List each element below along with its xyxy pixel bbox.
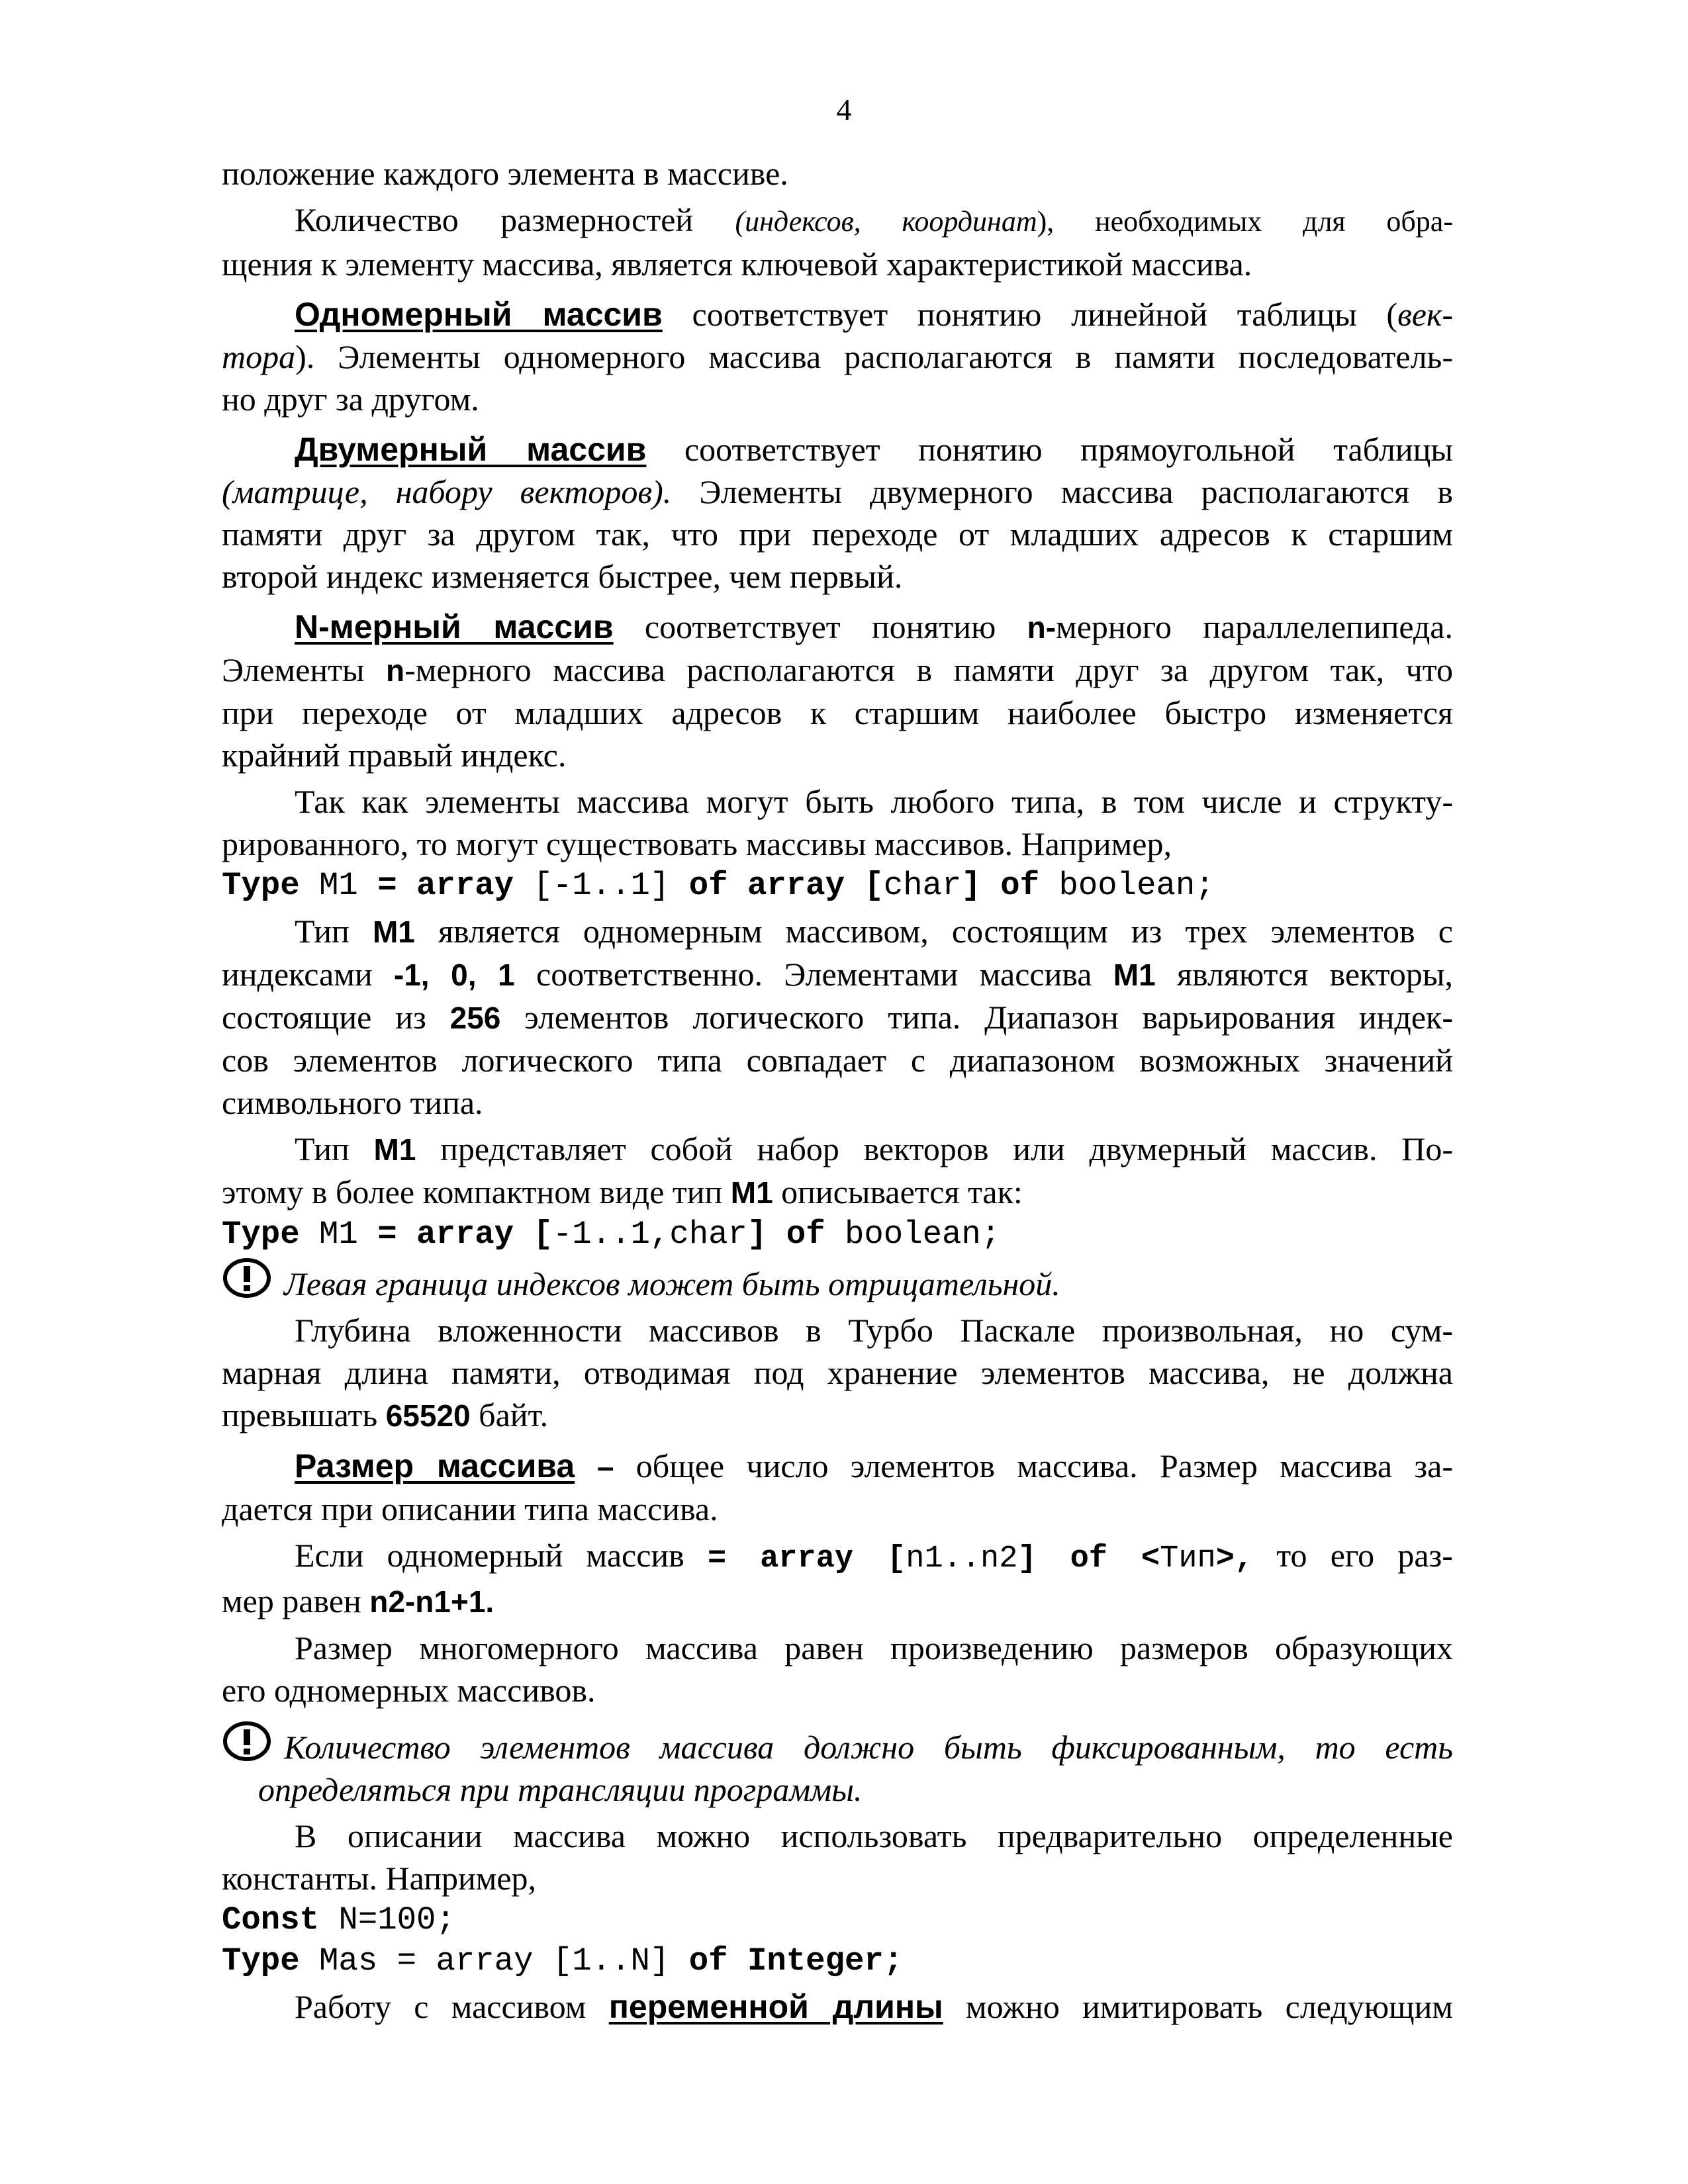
text-line: Одномерный массив соответствует понятию линейной таблицы (век- [295,296,1453,333]
text-line: мер равен n2-n1+1. [222,1582,494,1619]
text-line: Так как элементы массива могут быть любого типа, в том числе и структу- [295,783,1453,820]
paragraph-array-size [222,1445,1453,1530]
text-line: щения к элементу массива, является ключевой характеристикой массива. [222,246,1252,283]
page-content [222,152,1453,2028]
note-text-continuation: определяться при трансляции программы. [258,1771,863,1808]
page-number: 4 [836,93,852,126]
term-n-dimensional-array: N-мерный массив [295,608,614,645]
text-line: N-мерный массив соответствует понятию n-мерного параллелепипеда. [295,608,1453,645]
note-text: Левая граница индексов может быть отрицательной. [284,1265,1060,1302]
term-variable-length: переменной длины [608,1988,943,2025]
paragraph-one-dim-size [222,1534,1453,1623]
text-line: состоящие из 256 элементов логического типа. Диапазон варьирования индек- [222,999,1453,1036]
text-line: Двумерный массив соответствует понятию прямоугольной таблицы [295,431,1453,468]
term-array-size: Размер массива [295,1447,575,1484]
note-text: Количество элементов массива должно быть фиксированным, то есть [284,1729,1453,1766]
text-line: Работу с массивом переменной длины можно имитировать следующим [295,1988,1453,2025]
text-line: индексами -1, 0, 1 соответственно. Элементами массива M1 являются векторы, [222,956,1453,993]
text-line: при переходе от младших адресов к старшим наиболее быстро изменяется [222,694,1453,731]
text-line: Глубина вложенности массивов в Турбо Паскале произвольная, но сум- [295,1312,1453,1349]
text-line: Тип M1 является одномерным массивом, состоящим из трех элементов с [295,913,1453,950]
text-line: марная длина памяти, отводимая под хранение элементов массива, не должна [222,1354,1453,1391]
term-two-dimensional-array: Двумерный массив [295,431,647,468]
text-line: этому в более компактном виде тип M1 описывается так: [222,1173,1023,1210]
text-line: (матрице, набору векторов). Элементы двумерного массива располагаются в [222,473,1453,510]
text-line: константы. Например, [222,1860,537,1897]
text-line: Размер массива – общее число элементов массива. Размер массива за- [295,1447,1453,1484]
text-line: второй индекс изменяется быстрее, чем первый. [222,558,903,595]
text-line: сов элементов логического типа совпадает с диапазоном возможных значений [222,1042,1453,1079]
text-line: дается при описании типа массива. [222,1490,718,1527]
text-line: В описании массива можно использовать предварительно определенные [295,1817,1453,1854]
code-line-type-mas: Type Mas = array [1..N] of Integer; [222,1942,904,1979]
code-line-type-m1-compact: Type M1 = array [-1..1,char] of boolean; [222,1216,1001,1253]
note-negative-index [222,1263,1453,1305]
paragraph-type-m1 [222,910,1453,1124]
paragraph-array-of-arrays [222,780,1453,865]
paragraph-nesting-depth [222,1309,1453,1437]
paragraph-dimensions [222,199,1453,285]
text-line: Размер многомерного массива равен произведению размеров образующих [295,1629,1453,1666]
text-line: Тип M1 представляет собой набор векторов или двумерный массив. По- [295,1130,1454,1167]
paragraph-two-dimensional [222,428,1453,598]
code-line-type-m1-nested: Type M1 = array [-1..1] of array [char] of boolean; [222,867,1215,904]
code-line-const: Const N=100; [222,1901,455,1938]
note-fixed-size [222,1726,1453,1768]
paragraph-continuation [222,152,1453,195]
paragraph-compact-form [222,1128,1453,1214]
paragraph-constants [222,1815,1453,1899]
exclamation-circle-icon [222,1257,272,1300]
paragraph-n-dimensional [222,606,1453,776]
exclamation-circle-icon [222,1721,272,1763]
text-line: превышать 65520 байт. [222,1396,549,1433]
paragraph-multi-dim-size [222,1627,1453,1711]
text-line: тора). Элементы одномерного массива располагаются в памяти последователь- [222,338,1453,375]
text-line: Элементы n-мерного массива располагаются в памяти друг за другом так, что [222,651,1453,688]
term-one-dimensional-array: Одномерный массив [295,296,663,333]
text-line: крайний правый индекс. [222,737,567,774]
text-line: положение каждого элемента в массиве. [222,155,788,192]
text-line: символьного типа. [222,1084,483,1121]
text-line: его одномерных массивов. [222,1672,596,1709]
paragraph-one-dimensional [222,293,1453,420]
text-line: но друг за другом. [222,381,479,418]
text-line: памяти друг за другом так, что при переходе от младших адресов к старшим [222,516,1453,553]
text-line: рированного, то могут существовать массивы массивов. Например, [222,825,1172,862]
paragraph-variable-length [222,1985,1453,2028]
text-line: Если одномерный массив = array [n1..n2] of <Тип>, то его раз- [295,1537,1453,1576]
text-line: Количество размерностей (индексов, координат), необходимых для обра- [295,201,1453,238]
